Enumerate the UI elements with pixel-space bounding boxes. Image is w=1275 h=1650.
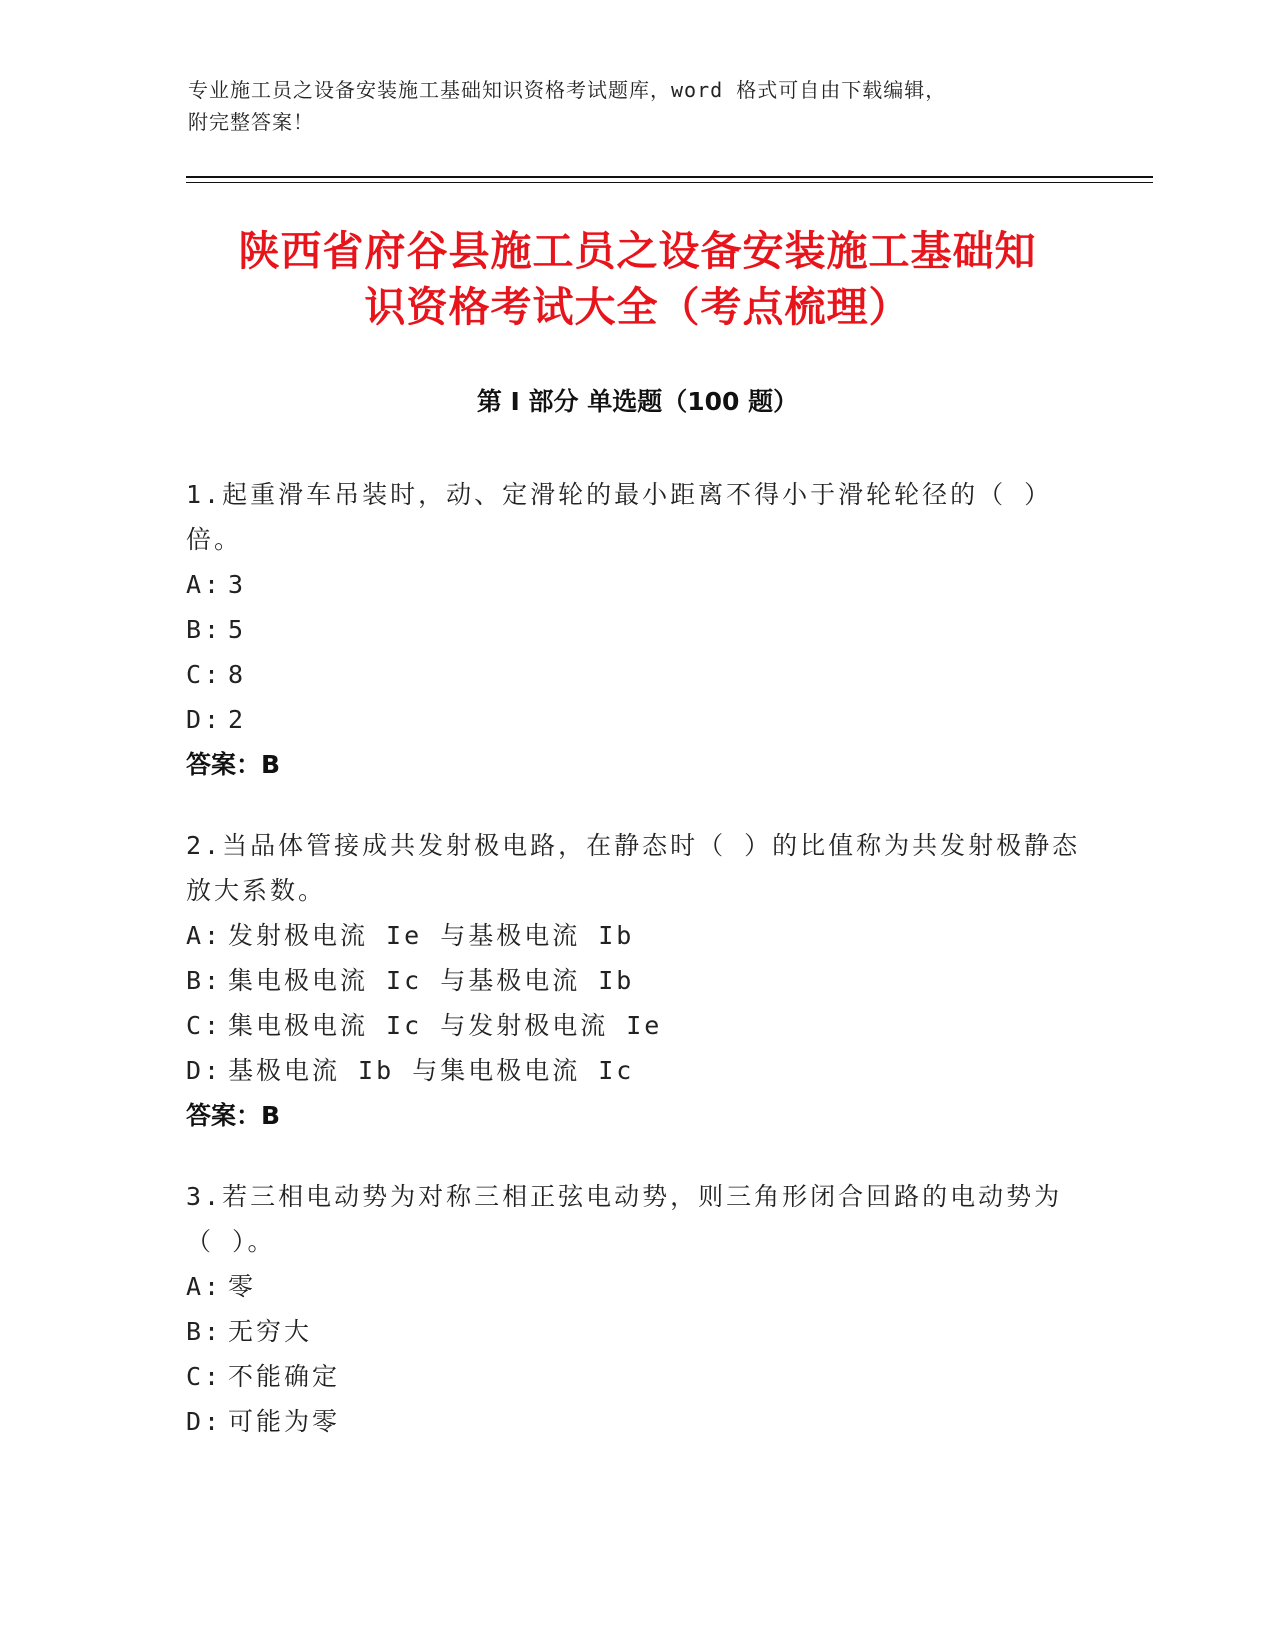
document-title [150,223,1125,335]
option-letter: B: [186,615,223,644]
option-d [186,1048,1086,1093]
option-c [186,1354,1086,1399]
question-3 [186,1174,1086,1444]
option-a [186,913,1086,958]
option-letter: B: [186,1317,223,1346]
option-letter: B: [186,966,223,995]
option-text: 8 [228,660,247,689]
option-letter: D: [186,1407,223,1436]
option-b [186,958,1086,1003]
option-letter: A: [186,921,223,950]
option-letter: C: [186,660,223,689]
option-text: 零 [228,1272,257,1301]
option-c [186,652,1086,697]
option-b [186,607,1086,652]
option-d [186,1399,1086,1444]
option-letter: D: [186,1056,223,1085]
option-text: 基极电流 Ib 与集电极电流 Ic [228,1056,635,1085]
question-1 [186,472,1086,787]
question-stem: 1.起重滑车吊装时，动、定滑轮的最小距离不得小于滑轮轮径的（ ）倍。 [186,480,1053,554]
option-a [186,562,1086,607]
document-title-line-2: 识资格考试大全（考点梳理） [364,283,911,331]
question-list [186,472,1086,1480]
question-stem: 3.若三相电动势为对称三相正弦电动势，则三角形闭合回路的电动势为（ ）。 [186,1182,1063,1256]
option-d [186,697,1086,742]
option-a [186,1264,1086,1309]
header-note-line-2: 附完整答案！ [188,110,314,134]
question-stem: 2.当品体管接成共发射极电路，在静态时（ ）的比值称为共发射极静态放大系数。 [186,831,1081,905]
section-title: 第 I 部分 单选题（100 题） [476,387,799,416]
option-letter: D: [186,705,223,734]
header-divider-thin [186,182,1153,183]
answer-line: 答案：B [186,1101,281,1130]
option-letter: A: [186,1272,223,1301]
option-b [186,1309,1086,1354]
answer-line: 答案：B [186,750,281,779]
option-text: 集电极电流 Ic 与发射极电流 Ie [228,1011,663,1040]
option-text: 3 [228,570,247,599]
question-2 [186,823,1086,1138]
option-text: 集电极电流 Ic 与基极电流 Ib [228,966,635,995]
option-text: 5 [228,615,247,644]
header-note-line-1: 专业施工员之设备安装施工基础知识资格考试题库，word 格式可自由下载编辑， [188,78,947,102]
option-letter: C: [186,1362,223,1391]
option-letter: C: [186,1011,223,1040]
option-c [186,1003,1086,1048]
option-text: 不能确定 [228,1362,341,1391]
option-text: 发射极电流 Ie 与基极电流 Ib [228,921,635,950]
option-letter: A: [186,570,223,599]
header-note [188,74,1068,138]
option-text: 无穷大 [228,1317,313,1346]
header-divider-thick [186,176,1153,178]
document-title-line-1: 陕西省府谷县施工员之设备安装施工基础知 [238,227,1037,275]
option-text: 2 [228,705,247,734]
option-text: 可能为零 [228,1407,341,1436]
